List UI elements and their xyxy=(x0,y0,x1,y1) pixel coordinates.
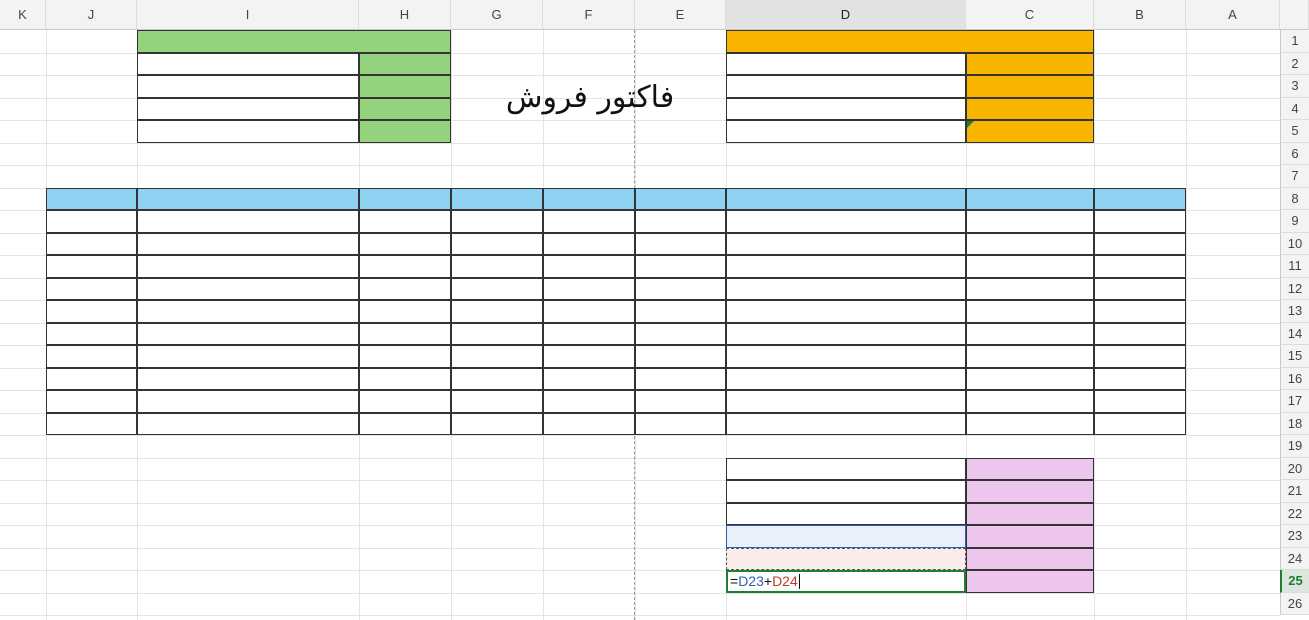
table-row-cell[interactable] xyxy=(1094,323,1186,346)
table-row-cell[interactable] xyxy=(46,345,137,368)
seller-info-label[interactable] xyxy=(359,53,451,76)
column-header-b[interactable]: B xyxy=(1094,0,1186,30)
table-row-cell[interactable] xyxy=(966,413,1094,436)
table-row-cell[interactable] xyxy=(635,345,726,368)
column-header-c[interactable]: C xyxy=(966,0,1094,30)
table-row-cell[interactable] xyxy=(1094,390,1186,413)
table-row-cell[interactable] xyxy=(451,210,543,233)
seller-info-value[interactable] xyxy=(137,53,359,76)
table-row-cell[interactable] xyxy=(726,368,966,391)
table-row-cell[interactable] xyxy=(359,345,451,368)
table-row-cell[interactable] xyxy=(1094,345,1186,368)
table-row-cell[interactable] xyxy=(543,390,635,413)
table-row-cell[interactable] xyxy=(1094,210,1186,233)
row-header-21[interactable]: 21 xyxy=(1280,480,1309,503)
row-header-2[interactable]: 2 xyxy=(1280,53,1309,76)
summary-label[interactable] xyxy=(966,480,1094,503)
table-row-cell[interactable] xyxy=(543,300,635,323)
row-header-3[interactable]: 3 xyxy=(1280,75,1309,98)
table-row-cell[interactable] xyxy=(635,255,726,278)
row-header-25[interactable]: 25 xyxy=(1280,570,1309,593)
table-row-cell[interactable] xyxy=(966,255,1094,278)
table-row-cell[interactable] xyxy=(451,390,543,413)
row-header-11[interactable]: 11 xyxy=(1280,255,1309,278)
payable-label[interactable] xyxy=(966,570,1094,593)
table-row-cell[interactable] xyxy=(1094,233,1186,256)
row-header-24[interactable]: 24 xyxy=(1280,548,1309,571)
table-row-cell[interactable] xyxy=(543,210,635,233)
seller-info-header[interactable] xyxy=(137,30,451,53)
invoice-info-value[interactable] xyxy=(726,98,966,121)
table-row-cell[interactable] xyxy=(543,233,635,256)
table-row-cell[interactable] xyxy=(726,278,966,301)
column-header-a[interactable]: A xyxy=(1186,0,1280,30)
row-header-12[interactable]: 12 xyxy=(1280,278,1309,301)
invoice-title: فاکتور فروش xyxy=(505,79,675,115)
table-row-cell[interactable] xyxy=(966,390,1094,413)
table-header-cell[interactable] xyxy=(359,188,451,211)
table-row-cell[interactable] xyxy=(137,255,359,278)
table-row-cell[interactable] xyxy=(46,210,137,233)
table-row-cell[interactable] xyxy=(46,368,137,391)
table-row-cell[interactable] xyxy=(635,210,726,233)
table-row-cell[interactable] xyxy=(635,413,726,436)
table-row-cell[interactable] xyxy=(359,233,451,256)
invoice-info-header[interactable] xyxy=(726,30,1094,53)
table-row-cell[interactable] xyxy=(726,300,966,323)
table-row-cell[interactable] xyxy=(635,300,726,323)
seller-info-value[interactable] xyxy=(137,98,359,121)
invoice-info-value[interactable] xyxy=(726,120,966,143)
table-row-cell[interactable] xyxy=(726,255,966,278)
table-row-cell[interactable] xyxy=(1094,300,1186,323)
row-header-7[interactable]: 7 xyxy=(1280,165,1309,188)
table-row-cell[interactable] xyxy=(635,323,726,346)
table-row-cell[interactable] xyxy=(359,368,451,391)
seller-info-label[interactable] xyxy=(359,120,451,143)
table-row-cell[interactable] xyxy=(451,413,543,436)
table-row-cell[interactable] xyxy=(137,300,359,323)
table-row-cell[interactable] xyxy=(966,323,1094,346)
table-row-cell[interactable] xyxy=(966,300,1094,323)
table-row-cell[interactable] xyxy=(137,413,359,436)
summary-value-referenced-d24[interactable] xyxy=(726,548,966,571)
formula-ref-d23: D23 xyxy=(738,573,764,590)
row-header-15[interactable]: 15 xyxy=(1280,345,1309,368)
summary-label[interactable] xyxy=(966,458,1094,481)
table-row-cell[interactable] xyxy=(543,255,635,278)
table-row-cell[interactable] xyxy=(137,390,359,413)
table-row-cell[interactable] xyxy=(451,300,543,323)
table-row-cell[interactable] xyxy=(46,300,137,323)
row-header-26[interactable]: 26 xyxy=(1280,593,1309,616)
table-row-cell[interactable] xyxy=(726,323,966,346)
table-row-cell[interactable] xyxy=(635,278,726,301)
table-row-cell[interactable] xyxy=(543,278,635,301)
column-header-d[interactable]: D xyxy=(726,0,966,30)
summary-value[interactable] xyxy=(726,480,966,503)
table-row-cell[interactable] xyxy=(359,210,451,233)
formula-editing-cell[interactable] xyxy=(726,570,966,593)
table-row-cell[interactable] xyxy=(137,233,359,256)
row-header-14[interactable]: 14 xyxy=(1280,323,1309,346)
summary-label[interactable] xyxy=(966,525,1094,548)
row-header-1[interactable]: 1 xyxy=(1280,30,1309,53)
table-row-cell[interactable] xyxy=(359,323,451,346)
table-header-cell[interactable] xyxy=(635,188,726,211)
seller-info-label[interactable] xyxy=(359,98,451,121)
table-row-cell[interactable] xyxy=(137,323,359,346)
invoice-info-value[interactable] xyxy=(726,75,966,98)
table-row-cell[interactable] xyxy=(726,390,966,413)
summary-label[interactable] xyxy=(966,503,1094,526)
row-header-22[interactable]: 22 xyxy=(1280,503,1309,526)
table-row-cell[interactable] xyxy=(46,413,137,436)
table-row-cell[interactable] xyxy=(46,323,137,346)
seller-info-label[interactable] xyxy=(359,75,451,98)
column-header-g[interactable]: G xyxy=(451,0,543,30)
row-header-8[interactable]: 8 xyxy=(1280,188,1309,211)
row-header-6[interactable]: 6 xyxy=(1280,143,1309,166)
invoice-info-label[interactable] xyxy=(966,75,1094,98)
row-header-4[interactable]: 4 xyxy=(1280,98,1309,121)
row-header-5[interactable]: 5 xyxy=(1280,120,1309,143)
table-row-cell[interactable] xyxy=(726,233,966,256)
table-row-cell[interactable] xyxy=(451,233,543,256)
invoice-info-label[interactable] xyxy=(966,120,1094,143)
row-header-20[interactable]: 20 xyxy=(1280,458,1309,481)
invoice-info-value[interactable] xyxy=(726,53,966,76)
table-row-cell[interactable] xyxy=(451,255,543,278)
table-row-cell[interactable] xyxy=(1094,413,1186,436)
column-header-f[interactable]: F xyxy=(543,0,635,30)
table-row-cell[interactable] xyxy=(46,233,137,256)
table-row-cell[interactable] xyxy=(359,300,451,323)
table-row-cell[interactable] xyxy=(451,323,543,346)
table-header-cell[interactable] xyxy=(726,188,966,211)
table-row-cell[interactable] xyxy=(46,390,137,413)
table-row-cell[interactable] xyxy=(966,210,1094,233)
column-header-i[interactable]: I xyxy=(137,0,359,30)
summary-value[interactable] xyxy=(726,458,966,481)
table-row-cell[interactable] xyxy=(1094,278,1186,301)
table-row-cell[interactable] xyxy=(451,368,543,391)
table-row-cell[interactable] xyxy=(966,345,1094,368)
table-row-cell[interactable] xyxy=(966,278,1094,301)
table-row-cell[interactable] xyxy=(726,345,966,368)
table-row-cell[interactable] xyxy=(359,278,451,301)
row-header-9[interactable]: 9 xyxy=(1280,210,1309,233)
table-row-cell[interactable] xyxy=(1094,368,1186,391)
table-row-cell[interactable] xyxy=(966,368,1094,391)
table-row-cell[interactable] xyxy=(137,368,359,391)
invoice-info-label[interactable] xyxy=(966,53,1094,76)
summary-value-referenced-d23[interactable] xyxy=(726,525,966,548)
row-header-23[interactable]: 23 xyxy=(1280,525,1309,548)
table-header-cell[interactable] xyxy=(543,188,635,211)
row-header-16[interactable]: 16 xyxy=(1280,368,1309,391)
table-row-cell[interactable] xyxy=(137,345,359,368)
table-row-cell[interactable] xyxy=(46,278,137,301)
seller-info-value[interactable] xyxy=(137,120,359,143)
table-row-cell[interactable] xyxy=(137,210,359,233)
table-row-cell[interactable] xyxy=(726,210,966,233)
column-header-j[interactable]: J xyxy=(46,0,137,30)
column-header-h[interactable]: H xyxy=(359,0,451,30)
row-header-10[interactable]: 10 xyxy=(1280,233,1309,256)
invoice-info-label[interactable] xyxy=(966,98,1094,121)
table-header-cell[interactable] xyxy=(451,188,543,211)
table-row-cell[interactable] xyxy=(451,278,543,301)
row-header-19[interactable]: 19 xyxy=(1280,435,1309,458)
table-row-cell[interactable] xyxy=(635,233,726,256)
column-header-e[interactable]: E xyxy=(635,0,726,30)
table-row-cell[interactable] xyxy=(726,413,966,436)
table-header-cell[interactable] xyxy=(46,188,137,211)
table-row-cell[interactable] xyxy=(359,390,451,413)
table-row-cell[interactable] xyxy=(137,278,359,301)
table-row-cell[interactable] xyxy=(46,255,137,278)
summary-label[interactable] xyxy=(966,548,1094,571)
row-header-17[interactable]: 17 xyxy=(1280,390,1309,413)
table-row-cell[interactable] xyxy=(1094,255,1186,278)
formula-plus: + xyxy=(763,573,773,590)
text-caret-icon xyxy=(799,574,800,589)
table-row-cell[interactable] xyxy=(635,390,726,413)
row-header-18[interactable]: 18 xyxy=(1280,413,1309,436)
seller-info-value[interactable] xyxy=(137,75,359,98)
table-header-cell[interactable] xyxy=(1094,188,1186,211)
table-row-cell[interactable] xyxy=(635,368,726,391)
formula-equals: = xyxy=(730,573,739,590)
table-header-cell[interactable] xyxy=(966,188,1094,211)
table-row-cell[interactable] xyxy=(359,413,451,436)
comment-indicator-icon[interactable] xyxy=(967,121,974,128)
column-header-k[interactable]: K xyxy=(0,0,46,30)
table-row-cell[interactable] xyxy=(543,413,635,436)
table-header-cell[interactable] xyxy=(137,188,359,211)
formula-ref-d24: D24 xyxy=(772,573,798,590)
table-row-cell[interactable] xyxy=(359,255,451,278)
table-row-cell[interactable] xyxy=(543,323,635,346)
row-header-13[interactable]: 13 xyxy=(1280,300,1309,323)
table-row-cell[interactable] xyxy=(451,345,543,368)
table-row-cell[interactable] xyxy=(543,368,635,391)
summary-value[interactable] xyxy=(726,503,966,526)
table-row-cell[interactable] xyxy=(543,345,635,368)
table-row-cell[interactable] xyxy=(966,233,1094,256)
